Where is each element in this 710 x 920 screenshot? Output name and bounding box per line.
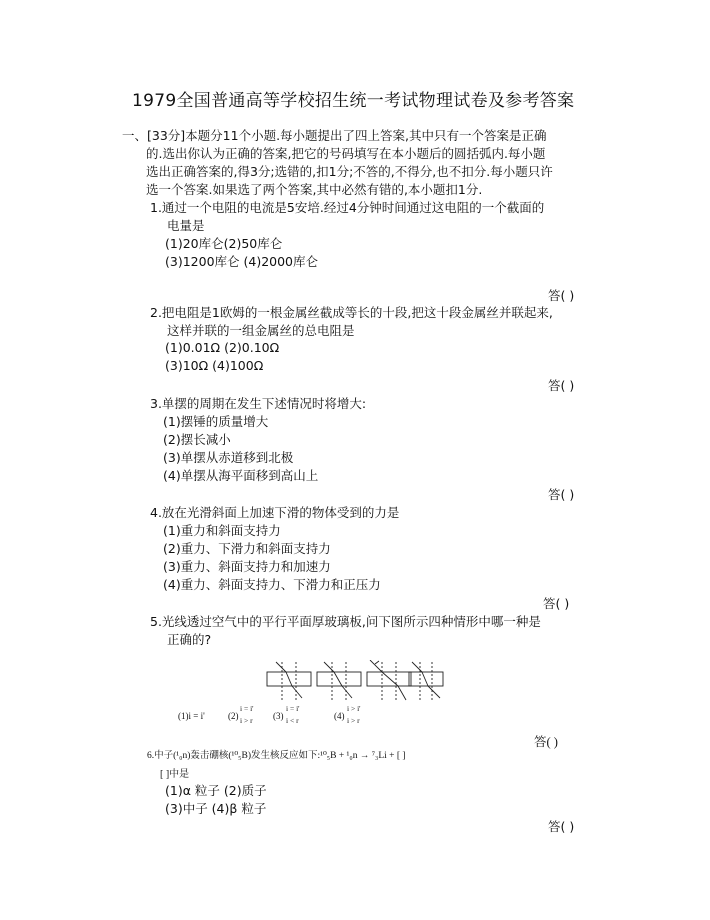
question-option: (1)0.01Ω (2)0.10Ω	[165, 340, 280, 355]
figure-panel-2	[317, 662, 361, 700]
question-stem: 这样并联的一组金属丝的总电阻是	[167, 323, 355, 338]
question-stem: 2.把电阻是1欧姆的一根金属丝截成等长的十段,把这十段金属丝并联起来,	[150, 305, 553, 320]
section-line: 选出正确答案的,得3分;选错的,扣1分;不答的,不得分,也不扣分.每小题只许	[146, 164, 553, 179]
question-option: (3)10Ω (4)100Ω	[165, 358, 264, 373]
question-stem: 3.单摆的周期在发生下述情况时将增大:	[150, 396, 367, 411]
figure-caption-4-num: (4)	[334, 711, 345, 721]
question-stem: 5.光线透过空气中的平行平面厚玻璃板,问下图所示四种情形中哪一种是	[150, 614, 541, 629]
figure-caption-1: (1)i = i'	[178, 711, 205, 721]
question-stem: [ ]中是	[160, 769, 190, 780]
figure-caption-3b: i < r	[286, 716, 299, 725]
question-option: (1)α 粒子 (2)质子	[165, 783, 267, 798]
figure-caption-2-num: (2)	[228, 711, 239, 721]
figure-caption-3a: i = i'	[286, 704, 300, 713]
question-stem: 4.放在光滑斜面上加速下滑的物体受到的力是	[150, 505, 400, 520]
question-option: (3)单摆从赤道移到北极	[163, 450, 294, 465]
figure-panel-3	[367, 660, 411, 700]
question-stem: 正确的?	[167, 632, 212, 647]
answer-bracket: 答( )	[534, 735, 558, 749]
section-line: 选一个答案.如果选了两个答案,其中必然有错的,本小题扣1分.	[146, 182, 483, 197]
question-option: (4)单摆从海平面移到高山上	[163, 468, 319, 483]
question-option: (2)重力、下滑力和斜面支持力	[163, 541, 331, 556]
glass-plate-figure	[262, 660, 452, 702]
answer-bracket: 答( )	[548, 487, 575, 502]
question-option: (3)重力、斜面支持力和加速力	[163, 559, 331, 574]
figure-caption-2a: i = i'	[240, 704, 254, 713]
question-option: (1)20库仑(2)50库仑	[165, 236, 283, 251]
question-option: (3)1200库仑 (4)2000库仑	[165, 254, 319, 269]
answer-bracket: 答( )	[548, 288, 575, 303]
question-option: (2)摆长减小	[163, 432, 231, 447]
question-option: (3)中子 (4)β 粒子	[165, 801, 267, 816]
figure-caption-2b: i > r	[240, 716, 253, 725]
question-option: (4)重力、斜面支持力、下滑力和正压力	[163, 577, 381, 592]
question-option: (1)摆锤的质量增大	[163, 414, 269, 429]
figure-panel-1	[267, 662, 311, 700]
figure-panel-4	[409, 662, 443, 700]
section-line: 的.选出你认为正确的答案,把它的号码填写在本小题后的圆括弧内.每小题	[146, 146, 546, 161]
figure-caption-4a: i > i'	[347, 704, 361, 713]
answer-bracket: 答( )	[548, 378, 575, 393]
question-option: (1)重力和斜面支持力	[163, 523, 281, 538]
answer-bracket: 答( )	[548, 819, 575, 834]
question-stem: 电量是	[167, 218, 205, 233]
page-title: 1979全国普通高等学校招生统一考试物理试卷及参考答案	[132, 91, 575, 111]
figure-caption-3-num: (3)	[273, 711, 284, 721]
figure-caption-4b: i > r	[347, 716, 360, 725]
answer-bracket: 答( )	[543, 596, 570, 611]
section-line: 一、[33分]本题分11个小题.每小题提出了四上答案,其中只有一个答案是正确	[122, 128, 547, 143]
question-stem: 1.通过一个电阻的电流是5安培.经过4分钟时间通过这电阻的一个截面的	[150, 200, 545, 215]
question-stem: 6.中子(¹₀n)轰击硼核(¹⁰₅B)发生核反应如下:¹⁰₅B + ¹₀n → ⁷₃Li + [ ]	[147, 751, 406, 761]
